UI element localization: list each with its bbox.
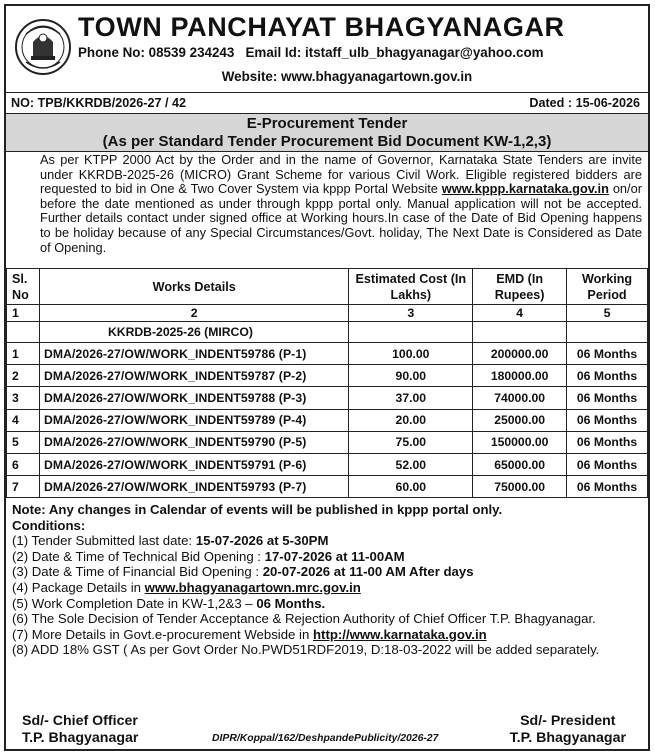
condition-3: (3) Date & Time of Financial Bid Opening : 20-07-2026 at 11-00 AM After days	[12, 564, 474, 580]
kppp-portal-link[interactable]: www.kppp.karnataka.gov.in	[441, 181, 609, 197]
header-emd: EMD (In Rupees)	[473, 269, 567, 305]
row-emd: 200000.00	[473, 343, 567, 365]
dipr-code: DIPR/Koppal/162/DeshpandePublicity/2026-27	[212, 733, 439, 744]
row-cost: 37.00	[349, 387, 473, 409]
works-table	[6, 268, 648, 498]
row-period: 06 Months	[567, 365, 648, 387]
conditions-section	[12, 502, 644, 658]
row-period: 06 Months	[567, 453, 648, 475]
row-sl: 7	[7, 476, 40, 498]
row-period: 06 Months	[567, 431, 648, 453]
table-row	[7, 476, 648, 498]
row-emd: 180000.00	[473, 365, 567, 387]
row-period: 06 Months	[567, 476, 648, 498]
row-sl: 1	[7, 343, 40, 365]
row-sl: 5	[7, 431, 40, 453]
table-row	[7, 365, 648, 387]
tender-title-band	[6, 114, 648, 151]
phone-number: Phone No: 08539 234243	[78, 45, 235, 60]
completion-period: 06 Months.	[256, 595, 326, 611]
header-sl-no: Sl. No	[7, 269, 40, 305]
karnataka-portal-link[interactable]: http://www.karnataka.gov.in	[313, 626, 487, 642]
column-number: 3	[349, 305, 473, 322]
tender-subtitle: (As per Standard Tender Procurement Bid Document KW-1,2,3)	[102, 133, 552, 150]
submission-deadline: 15-07-2026 at 5-30PM	[195, 533, 329, 549]
header-works-details: Works Details	[39, 269, 348, 305]
row-cost: 75.00	[349, 431, 473, 453]
conditions-heading: Conditions:	[12, 517, 86, 533]
condition-6: (6) The Sole Decision of Tender Acceptance & Rejection Authority of Chief Officer T.P. Bhagyanagar.	[12, 611, 596, 627]
row-emd: 65000.00	[473, 453, 567, 475]
president-signature: Sd/- President T.P. Bhagyanagar	[509, 713, 626, 746]
column-number: 1	[7, 305, 40, 322]
reference-number: NO: TPB/KKRDB/2026-27 / 42	[11, 96, 186, 110]
notice-header	[6, 6, 648, 91]
row-work: DMA/2026-27/OW/WORK_INDENT59793 (P-7)	[39, 476, 348, 498]
contact-line	[78, 44, 644, 61]
condition-7: (7) More Details in Govt.e-procurement Webside in http://www.karnataka.gov.in	[12, 626, 487, 642]
row-period: 06 Months	[567, 343, 648, 365]
row-work: DMA/2026-27/OW/WORK_INDENT59786 (P-1)	[39, 343, 348, 365]
group-label: KKRDB-2025-26 (MIRCO)	[39, 322, 348, 343]
row-emd: 150000.00	[473, 431, 567, 453]
reference-line	[6, 93, 648, 113]
row-sl: 4	[7, 409, 40, 431]
table-row	[7, 387, 648, 409]
condition-5: (5) Work Completion Date in KW-1,2&3 – 06 Months.	[12, 595, 326, 611]
row-period: 06 Months	[567, 387, 648, 409]
row-emd: 75000.00	[473, 476, 567, 498]
website-line[interactable]: Website: www.bhagyanagartown.gov.in	[221, 69, 473, 84]
row-emd: 25000.00	[473, 409, 567, 431]
office-title: TOWN PANCHAYAT BHAGYANAGAR	[78, 12, 565, 42]
tender-notice	[4, 4, 650, 751]
reference-date: Dated : 15-06-2026	[529, 96, 640, 110]
row-work: DMA/2026-27/OW/WORK_INDENT59787 (P-2)	[39, 365, 348, 387]
row-period: 06 Months	[567, 409, 648, 431]
package-details-link[interactable]: www.bhagyanagartown.mrc.gov.in	[144, 579, 361, 595]
intro-paragraph	[12, 153, 642, 255]
group-row	[7, 322, 648, 343]
row-work: DMA/2026-27/OW/WORK_INDENT59788 (P-3)	[39, 387, 348, 409]
table-row	[7, 343, 648, 365]
email-address[interactable]: Email Id: itstaff_ulb_bhagyanagar@yahoo.com	[245, 45, 544, 60]
column-number-row	[7, 305, 648, 322]
financial-bid-opening: 20-07-2026 at 11-00 AM After days	[262, 564, 474, 580]
row-emd: 74000.00	[473, 387, 567, 409]
condition-1: (1) Tender Submitted last date: 15-07-2026 at 5-30PM	[12, 533, 329, 549]
row-cost: 52.00	[349, 453, 473, 475]
row-cost: 90.00	[349, 365, 473, 387]
column-number: 2	[39, 305, 348, 322]
column-number: 5	[567, 305, 648, 322]
calendar-note: Note: Any changes in Calendar of events will be published in kppp portal only.	[12, 502, 503, 517]
row-cost: 60.00	[349, 476, 473, 498]
table-header-row	[7, 269, 648, 305]
row-work: DMA/2026-27/OW/WORK_INDENT59789 (P-4)	[39, 409, 348, 431]
row-sl: 6	[7, 453, 40, 475]
tender-title: E-Procurement Tender	[246, 115, 408, 132]
condition-2: (2) Date & Time of Technical Bid Opening : 17-07-2026 at 11-00AM	[12, 548, 405, 564]
condition-4: (4) Package Details in www.bhagyanagartown.mrc.gov.in	[12, 579, 361, 595]
header-estimated-cost: Estimated Cost (In Lakhs)	[349, 269, 473, 305]
technical-bid-opening: 17-07-2026 at 11-00AM	[264, 548, 405, 564]
row-sl: 2	[7, 365, 40, 387]
row-work: DMA/2026-27/OW/WORK_INDENT59790 (P-5)	[39, 431, 348, 453]
row-cost: 100.00	[349, 343, 473, 365]
band-top-rule	[6, 113, 648, 114]
intro-text-1: As per KTPP 2000 Act by the Order and in the name of Governor, Karnataka State Tenders are invite under KKRDB-2025-26 (MICRO) Grant Scheme for various Civil Work. Eligible registered bidders are requested to bid in One & Two Cover System via kppp Portal Website	[40, 152, 642, 197]
column-number: 4	[473, 305, 567, 322]
table-row	[7, 431, 648, 453]
table-row	[7, 409, 648, 431]
chief-officer-signature: Sd/- Chief Officer T.P. Bhagyanagar	[22, 713, 139, 746]
row-cost: 20.00	[349, 409, 473, 431]
row-sl: 3	[7, 387, 40, 409]
intro-text-2: on/or before the date mentioned as under through kppp portal only. Manual application will not be accepted. Further details contact under signed office at Working hours.In case of the Date of Bid Opening happens to be holiday because of any Special Circumstances/Govt. holiday, The Next Date is Considered as Date of Opening.	[40, 181, 642, 255]
row-work: DMA/2026-27/OW/WORK_INDENT59791 (P-6)	[39, 453, 348, 475]
header-working-period: Working Period	[567, 269, 648, 305]
condition-8: (8) ADD 18% GST ( As per Govt Order No.PWD51RDF2019, D:18-03-2022 will be added separately.	[12, 642, 600, 658]
table-row	[7, 453, 648, 475]
